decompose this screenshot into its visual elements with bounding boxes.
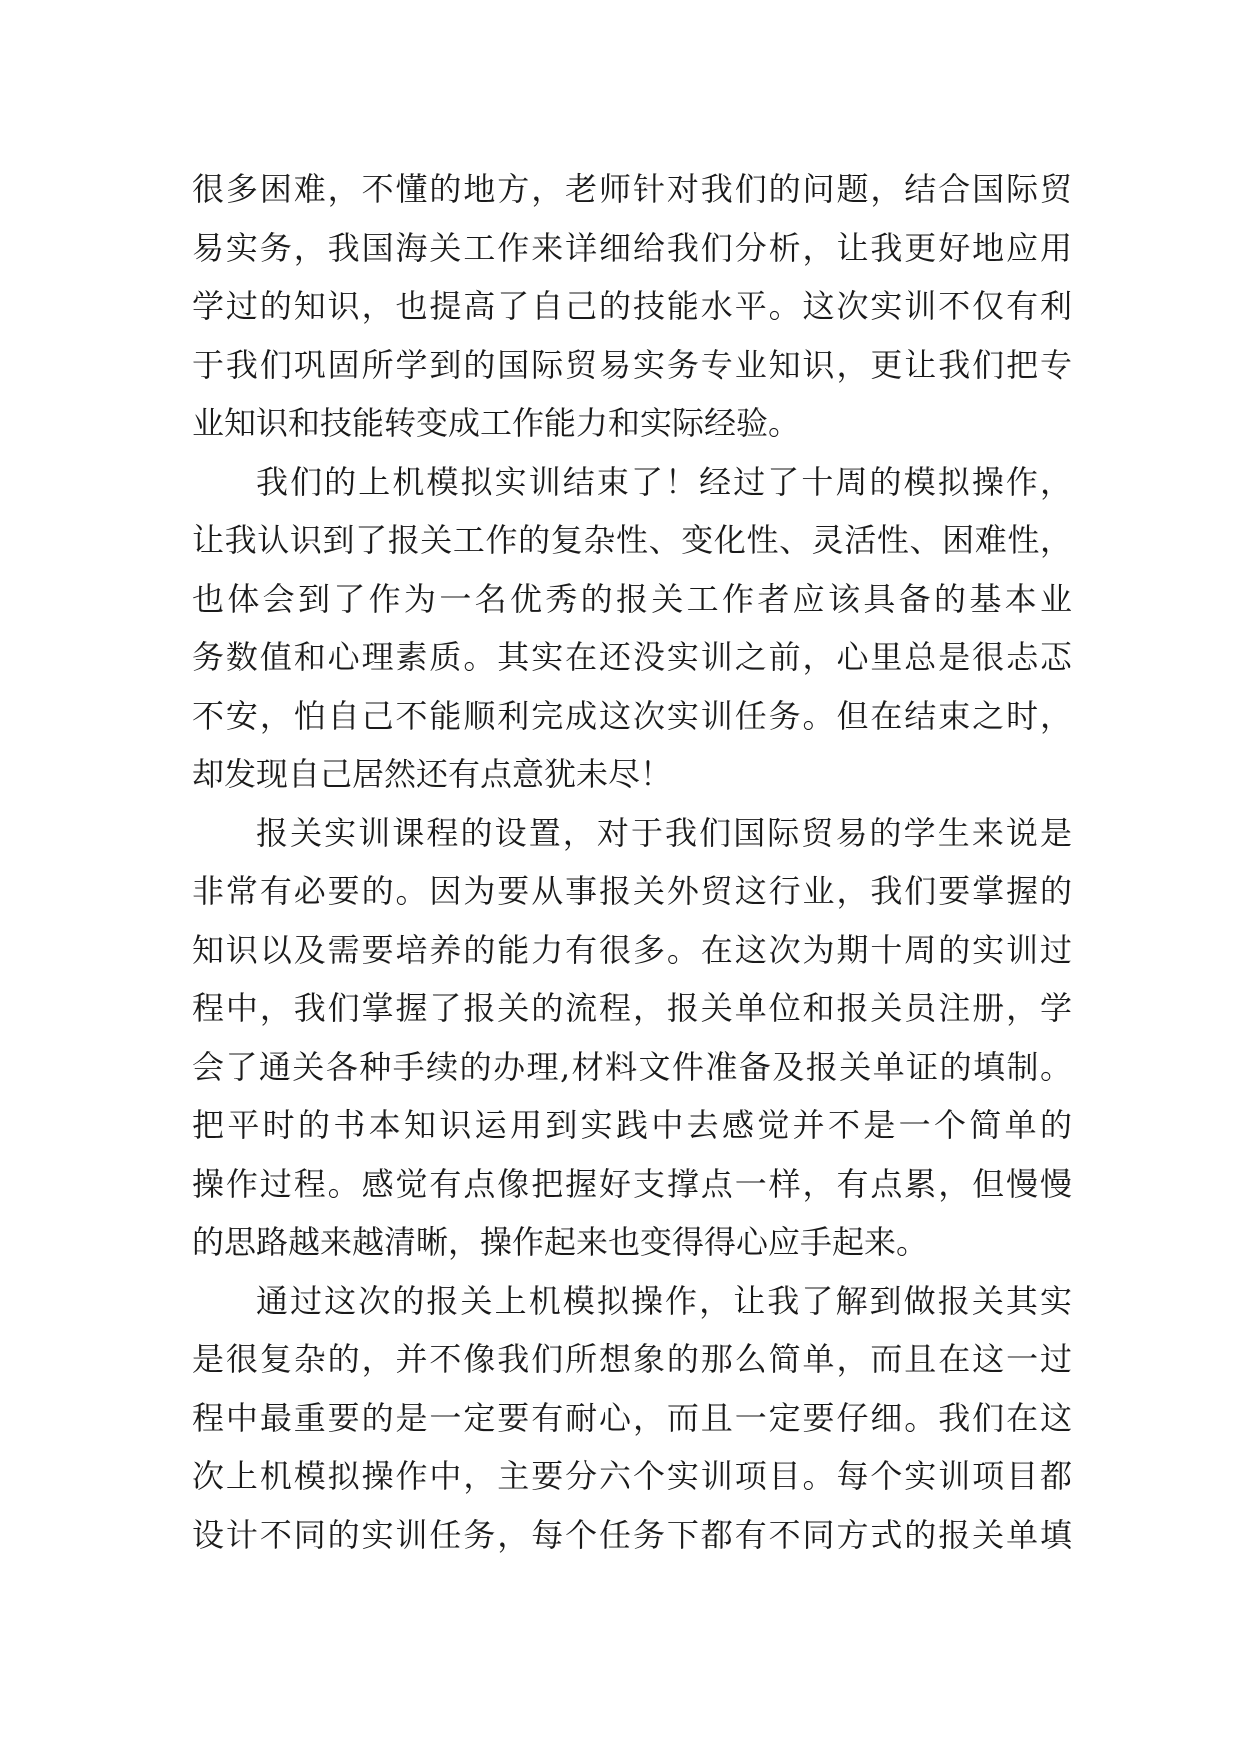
text-line: 学过的知识，也提高了自己的技能水平。这次实训不仅有利 xyxy=(192,287,1072,325)
text-line: 通过这次的报关上机模拟操作，让我了解到做报关其实 xyxy=(256,1281,1072,1320)
body-text xyxy=(192,160,1072,1564)
text-line: 报关实训课程的设置，对于我们国际贸易的学生来说是 xyxy=(256,813,1072,852)
text-line: 的思路越来越清晰，操作起来也变得得心应手起来。 xyxy=(192,1223,929,1261)
text-line: 不安，怕自己不能顺利完成这次实训任务。但在结束之时， xyxy=(192,696,1072,735)
text-line: 程中最重要的是一定要有耐心，而且一定要仔细。我们在这 xyxy=(192,1398,1072,1437)
text-line: 非常有必要的。因为要从事报关外贸这行业，我们要掌握的 xyxy=(192,872,1072,910)
paragraph-1 xyxy=(192,160,1072,453)
paragraph-2 xyxy=(192,453,1072,804)
text-line: 会了通关各种手续的办理,材料文件准备及报关单证的填制。 xyxy=(192,1047,1072,1086)
text-line: 也体会到了作为一名优秀的报关工作者应该具备的基本业 xyxy=(192,579,1072,618)
text-line: 次上机模拟操作中，主要分六个实训项目。每个实训项目都 xyxy=(192,1457,1072,1495)
text-line: 易实务，我国海关工作来详细给我们分析，让我更好地应用 xyxy=(192,228,1072,267)
paragraph-4 xyxy=(192,1272,1072,1565)
text-line: 却发现自己居然还有点意犹未尽！ xyxy=(192,755,673,793)
text-line: 我们的上机模拟实训结束了！经过了十周的模拟操作， xyxy=(256,462,1072,501)
text-line: 设计不同的实训任务，每个任务下都有不同方式的报关单填 xyxy=(192,1515,1072,1554)
text-line: 于我们巩固所学到的国际贸易实务专业知识，更让我们把专 xyxy=(192,345,1072,384)
text-line: 把平时的书本知识运用到实践中去感觉并不是一个简单的 xyxy=(192,1106,1072,1144)
text-line: 操作过程。感觉有点像把握好支撑点一样，有点累，但慢慢 xyxy=(192,1164,1072,1203)
text-line: 很多困难，不懂的地方，老师针对我们的问题，结合国际贸 xyxy=(192,170,1072,208)
text-line: 是很复杂的，并不像我们所想象的那么简单，而且在这一过 xyxy=(192,1340,1072,1378)
text-line: 程中，我们掌握了报关的流程，报关单位和报关员注册，学 xyxy=(192,989,1072,1027)
text-line: 知识以及需要培养的能力有很多。在这次为期十周的实训过 xyxy=(192,930,1072,969)
paragraph-3 xyxy=(192,804,1072,1272)
text-line: 务数值和心理素质。其实在还没实训之前，心里总是很忐忑 xyxy=(192,638,1072,676)
text-line: 让我认识到了报关工作的复杂性、变化性、灵活性、困难性， xyxy=(192,521,1072,559)
text-line: 业知识和技能转变成工作能力和实际经验。 xyxy=(192,404,801,442)
